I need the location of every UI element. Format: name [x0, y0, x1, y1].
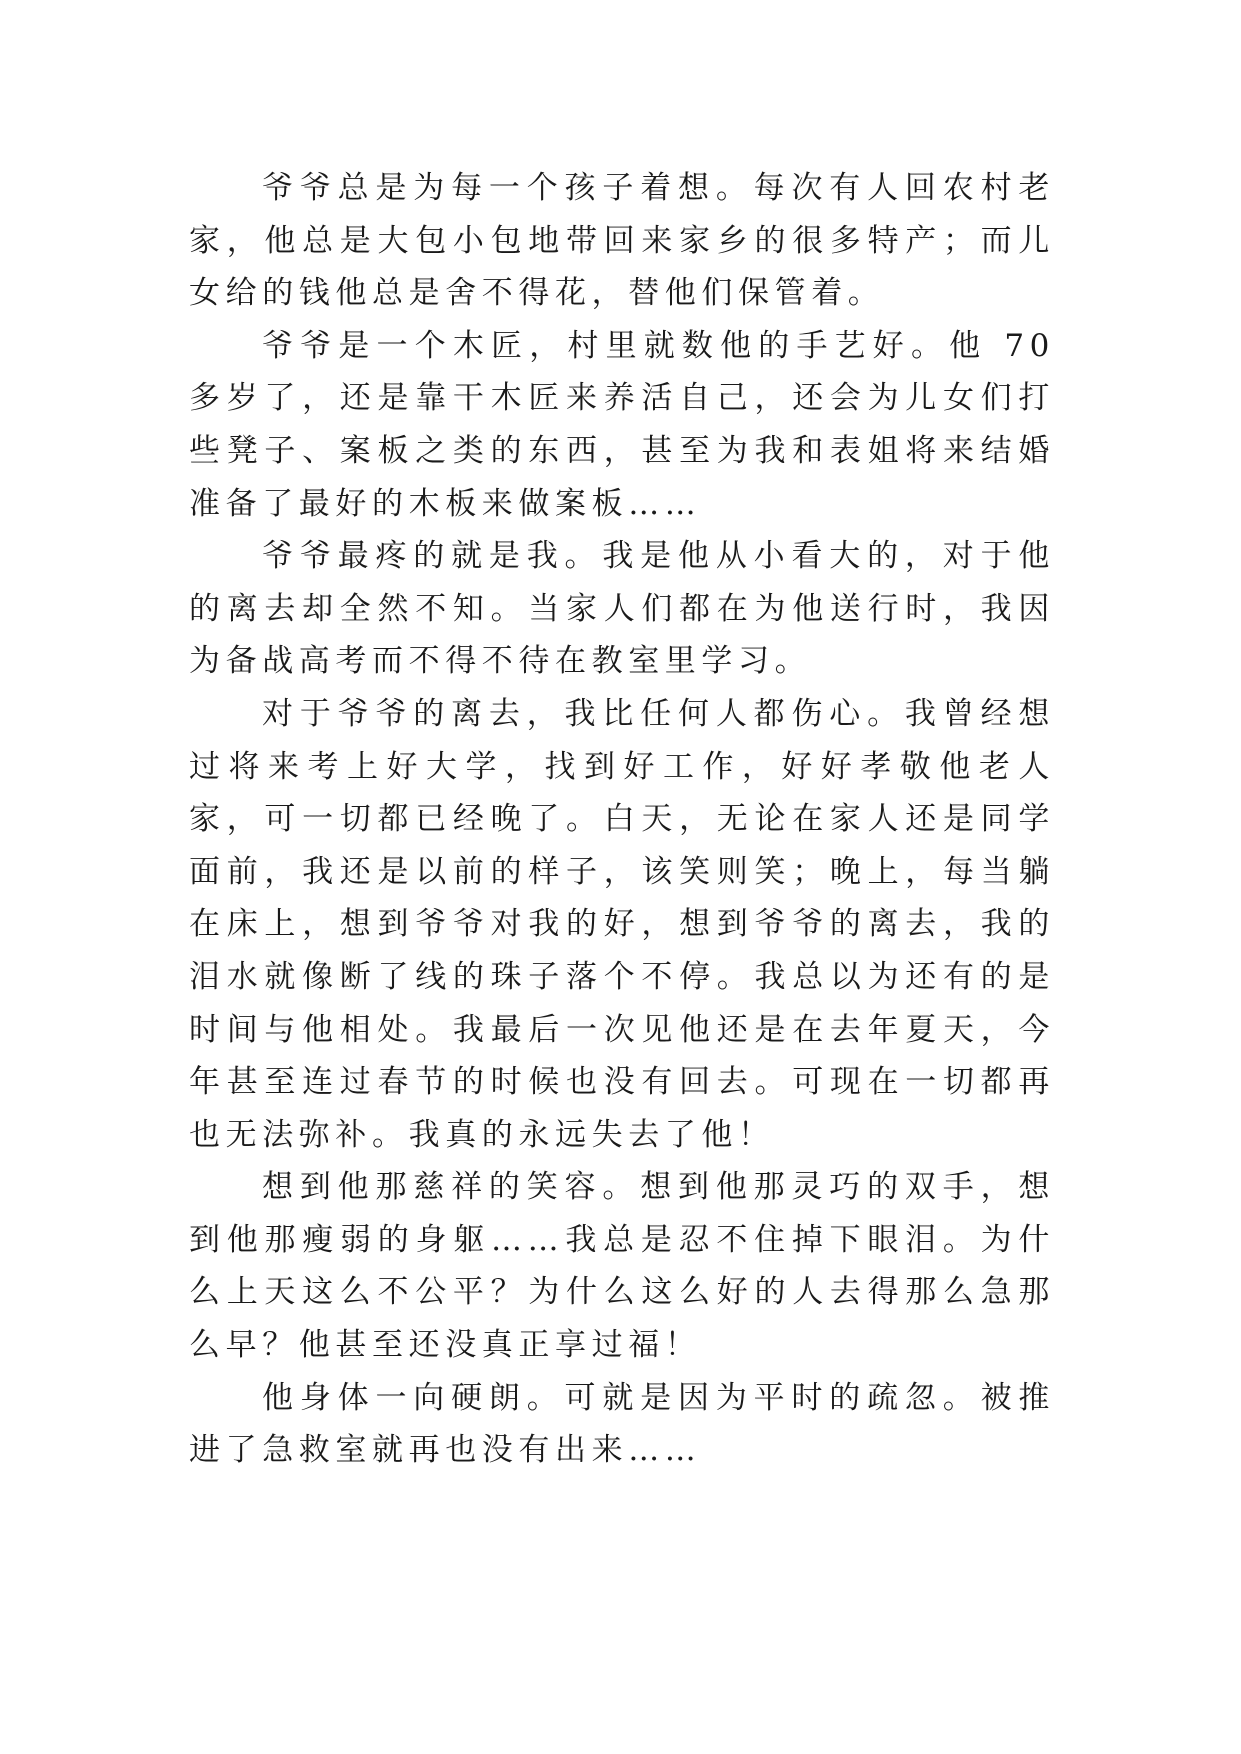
paragraph-3: 爷爷最疼的就是我。我是他从小看大的，对于他的离去却全然不知。当家人们都在为他送行时，我因为备战高考而不得不待在教室里学习。	[189, 538, 1055, 680]
paragraph-4: 对于爷爷的离去，我比任何人都伤心。我曾经想过将来考上好大学，找到好工作，好好孝敬他老人家，可一切都已经晚了。白天，无论在家人还是同学面前，我还是以前的样子，该笑则笑；晚上，每当躺在床上，想到爷爷对我的好，想到爷爷的离去，我的泪水就像断了线的珠子落个不停。我总以为还有的是时间与他相处。我最后一次见他还是在去年夏天，今年甚至连过春节的时候也没有回去。可现在一切都再也无法弥补。我真的永远失去了他！	[189, 695, 1055, 1153]
paragraph-6: 他身体一向硬朗。可就是因为平时的疏忽。被推进了急救室就再也没有出来……	[189, 1379, 1055, 1469]
paragraph-5: 想到他那慈祥的笑容。想到他那灵巧的双手，想到他那瘦弱的身躯……我总是忍不住掉下眼泪。为什么上天这么不公平？为什么这么好的人去得那么急那么早？他甚至还没真正享过福！	[189, 1169, 1055, 1364]
paragraph-2: 爷爷是一个木匠，村里就数他的手艺好。他 70 多岁了，还是靠干木匠来养活自己，还会为儿女们打些凳子、案板之类的东西，甚至为我和表姐将来结婚准备了最好的木板来做案板……	[189, 327, 1055, 522]
paragraph-1: 爷爷总是为每一个孩子着想。每次有人回农村老家，他总是大包小包地带回来家乡的很多特产；而儿女给的钱他总是舍不得花，替他们保管着。	[189, 170, 1055, 312]
document-page	[189, 162, 1055, 1477]
